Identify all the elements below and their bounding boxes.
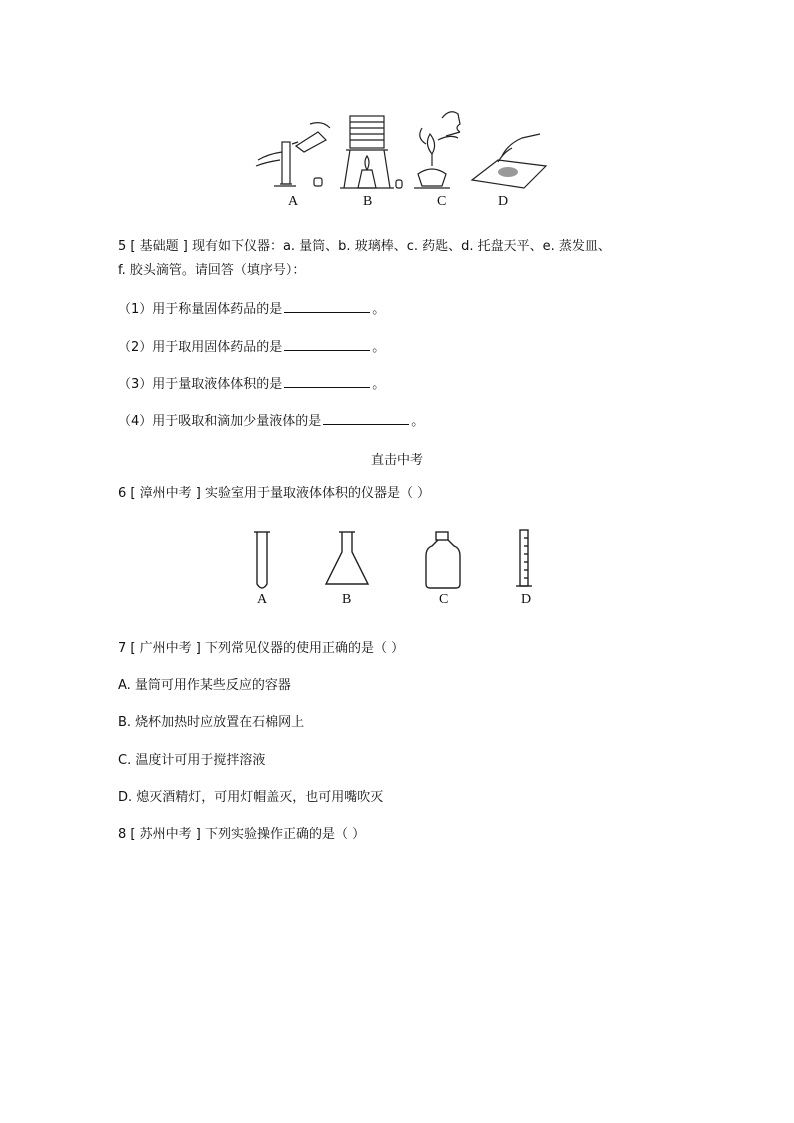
- answer-blank[interactable]: [323, 411, 409, 425]
- q5-item-1-end: 。: [372, 302, 386, 317]
- q5-stem-line1: 5 [ 基础题 ] 现有如下仪器：a. 量筒、b. 玻璃棒、c. 药匙、d. 托盘天平、e. 蒸发皿、: [118, 239, 611, 254]
- q5-item-2-end: 。: [372, 340, 386, 355]
- fig-top-label-c: C: [437, 194, 447, 209]
- paper-on-table-illustration: [472, 134, 546, 188]
- q7-stem: 7 [ 广州中考 ] 下列常见仪器的使用正确的是（ ）: [118, 641, 405, 656]
- q5-item-3-end: 。: [372, 377, 386, 392]
- glassware-drawing: [236, 526, 556, 612]
- conical-flask-illustration: [326, 532, 368, 584]
- fig-top-label-b: B: [363, 194, 373, 209]
- q5-stem-line2: f. 胶头滴管。请回答（填序号）：: [118, 263, 306, 278]
- heating-beaker-illustration: [340, 116, 402, 188]
- graduated-cylinder-illustration: [516, 530, 532, 586]
- answer-blank[interactable]: [284, 337, 370, 351]
- q5-item-3-text: （3）用于量取液体体积的是: [118, 377, 283, 392]
- alcohol-lamp-illustration: [414, 112, 460, 188]
- q5-item-4-end: 。: [411, 414, 425, 429]
- q5-item-4: [118, 411, 424, 431]
- q5-item-2: [118, 337, 385, 357]
- reagent-bottle-illustration: [426, 532, 460, 588]
- q6-label-c: C: [439, 592, 449, 607]
- answer-blank[interactable]: [284, 374, 370, 388]
- q8-stem: 8 [ 苏州中考 ] 下列实验操作正确的是（ ）: [118, 827, 366, 842]
- q7-option-b: B. 烧杯加热时应放置在石棉网上: [118, 715, 305, 730]
- q5-item-1: [118, 299, 385, 319]
- lab-operations-figure: [246, 104, 556, 212]
- fig-top-label-d: D: [498, 194, 509, 209]
- q7-option-c: C. 温度计可用于搅拌溶液: [118, 753, 266, 768]
- q6-label-d: D: [521, 592, 532, 607]
- glassware-options-figure: [236, 526, 556, 612]
- fig-top-label-a: A: [288, 194, 299, 209]
- test-tube-illustration: [254, 532, 270, 588]
- answer-blank[interactable]: [284, 299, 370, 313]
- pouring-into-cylinder-illustration: [256, 123, 330, 186]
- section-title: 直击中考: [370, 453, 423, 468]
- q6-label-b: B: [342, 592, 352, 607]
- q7-option-d: D. 熄灭酒精灯，可用灯帽盖灭，也可用嘴吹灭: [118, 790, 384, 805]
- q5-item-2-text: （2）用于取用固体药品的是: [118, 340, 283, 355]
- q5-item-3: [118, 374, 385, 394]
- q5-item-1-text: （1）用于称量固体药品的是: [118, 302, 283, 317]
- q7-option-a: A. 量筒可用作某些反应的容器: [118, 678, 291, 693]
- q6-label-a: A: [257, 592, 268, 607]
- q5-item-4-text: （4）用于吸取和滴加少量液体的是: [118, 414, 322, 429]
- q6-stem: 6 [ 漳州中考 ] 实验室用于量取液体体积的仪器是（ ）: [118, 486, 431, 501]
